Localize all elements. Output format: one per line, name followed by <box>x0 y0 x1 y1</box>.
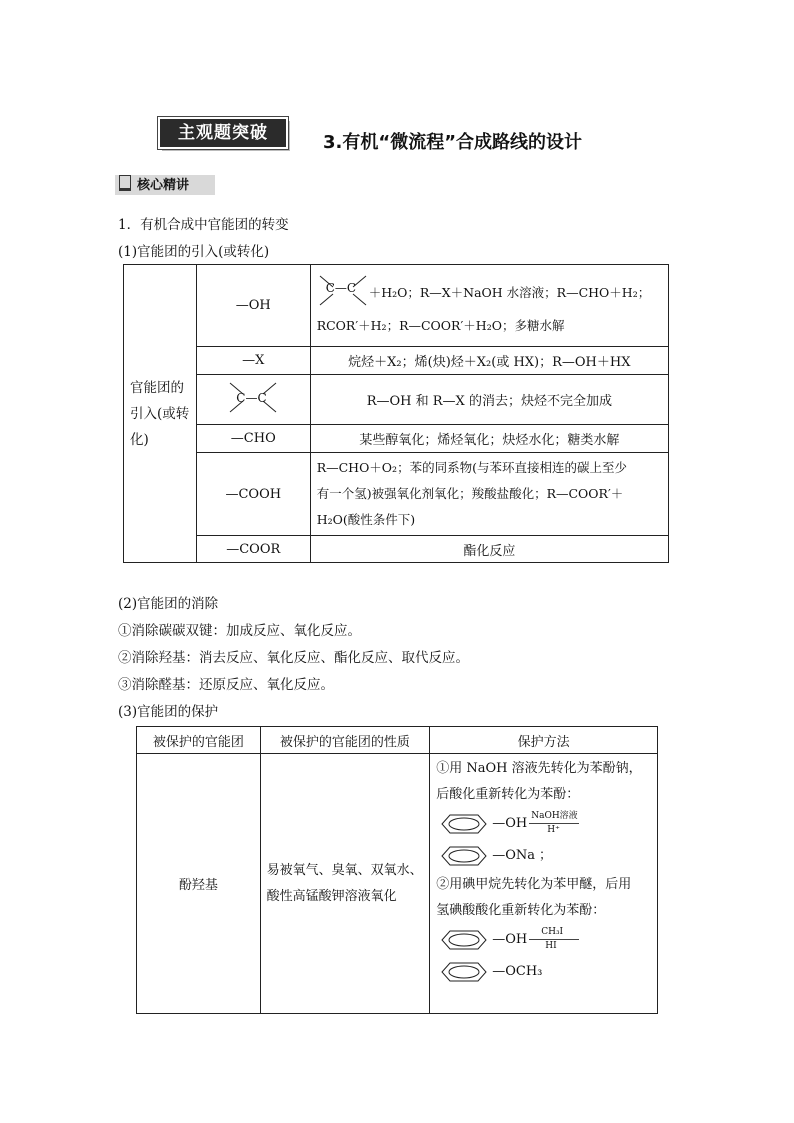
oh-label: —OH <box>492 932 528 947</box>
method-cell: 酯化反应 <box>310 536 668 563</box>
ona-label: —ONa <box>492 848 536 863</box>
method-line: ①用 NaOH 溶液先转化为苯酚钠， <box>436 761 642 776</box>
method-line: 有一个氢)被强氧化剂氧化；羧酸盐酸化；R—COOR′＋ <box>316 486 624 501</box>
row-header-line: 引入(或转 <box>130 405 190 422</box>
list-item: ②消除羟基：消去反应、氧化反应、酯化反应、取代反应。 <box>118 650 469 666</box>
anisole <box>436 956 651 988</box>
method-line: 氢碘酸酸化重新转化为苯酚： <box>436 903 606 918</box>
arrow-line <box>529 823 579 824</box>
list-item: ③消除醛基：还原反应、氧化反应。 <box>118 677 334 693</box>
benzene-ring-icon <box>436 929 492 951</box>
method-line: 后酸化重新转化为苯酚： <box>436 787 580 802</box>
group-cell: —CHO <box>196 425 310 453</box>
arrow-reagent-top: NaOH溶液 <box>531 811 578 821</box>
property-cell <box>260 754 430 1014</box>
method-line: ②用碘甲烷先转化为苯甲醚，后用 <box>436 877 632 892</box>
phenol-to-anisole <box>436 924 651 956</box>
method-line: H₂O(酸性条件下) <box>316 512 416 527</box>
section-label-text: 核心精讲 <box>137 178 190 193</box>
benzene-ring-icon <box>436 813 492 835</box>
point-1-title: 1．有机合成中官能团的转变 <box>118 217 289 233</box>
group-cell: —OH <box>196 265 310 347</box>
subsection-2-title: (2)官能团的消除 <box>118 596 219 612</box>
property-line: 易被氧气、臭氧、双氧水、 <box>266 862 423 878</box>
alkene-label: C—C <box>325 280 357 295</box>
subsection-1-title: (1)官能团的引入(或转化) <box>118 244 270 260</box>
arrow-reagent-top: CH₃I <box>541 927 564 937</box>
arrow-line <box>529 939 579 940</box>
method-cell <box>310 265 668 347</box>
method-line: R—CHO＋O₂；苯的同系物(与苯环直接相连的碳上至少 <box>316 460 627 475</box>
alkene-label: C—C <box>236 390 267 405</box>
functional-group-protection-table <box>136 726 658 1014</box>
method-line: ＋H₂O；R—X＋NaOH 水溶液；R—CHO＋H₂； <box>368 284 651 300</box>
table-header: 被保护的官能团 <box>137 727 261 754</box>
method-cell: 烷烃＋X₂；烯(炔)烃＋X₂(或 HX)；R—OH＋HX <box>310 347 668 375</box>
page-title: 3.有机“微流程”合成路线的设计 <box>323 132 583 153</box>
arrow-reagent-bottom: HI <box>545 941 557 951</box>
reaction-arrow <box>527 926 587 954</box>
phenol-to-phenoxide <box>436 808 651 840</box>
table-header: 被保护的官能团的性质 <box>260 727 430 754</box>
book-icon <box>119 175 131 191</box>
arrow-reagent-bottom: H⁺ <box>547 825 560 835</box>
property-line: 酸性高锰酸钾溶液氧化 <box>266 888 397 904</box>
row-header-cell <box>124 265 197 563</box>
method-cell <box>310 453 668 536</box>
section-banner: 主观题突破 <box>158 117 288 149</box>
benzene-ring-icon <box>436 961 492 983</box>
protected-group-cell: 酚羟基 <box>137 754 261 1014</box>
subsection-3-title: (3)官能团的保护 <box>118 704 219 720</box>
functional-group-intro-table <box>123 264 669 563</box>
group-cell: —X <box>196 347 310 375</box>
group-cell <box>196 375 310 425</box>
group-cell: —COOR <box>196 536 310 563</box>
row-header-line: 化) <box>130 431 149 448</box>
group-cell: —COOH <box>196 453 310 536</box>
phenoxide <box>436 840 651 872</box>
row-header-line: 官能团的 <box>130 379 184 396</box>
protection-method-cell <box>430 754 658 1014</box>
reaction-arrow <box>527 810 587 838</box>
alkene-structure <box>227 380 279 420</box>
oh-label: —OH <box>492 816 528 831</box>
alkene-structure <box>317 273 369 313</box>
table-header: 保护方法 <box>430 727 658 754</box>
list-item: ①消除碳碳双键：加成反应、氧化反应。 <box>118 623 361 639</box>
method-line: RCOR′＋H₂；R—COOR′＋H₂O；多糖水解 <box>316 317 565 333</box>
och3-label: —OCH₃ <box>492 964 543 979</box>
method-cell: 某些醇氧化；烯烃氧化；炔烃水化；糖类水解 <box>310 425 668 453</box>
method-cell: R—OH 和 R—X 的消去；炔烃不完全加成 <box>310 375 668 425</box>
semicolon: ； <box>539 848 553 863</box>
section-label <box>115 175 215 195</box>
benzene-ring-icon <box>436 845 492 867</box>
